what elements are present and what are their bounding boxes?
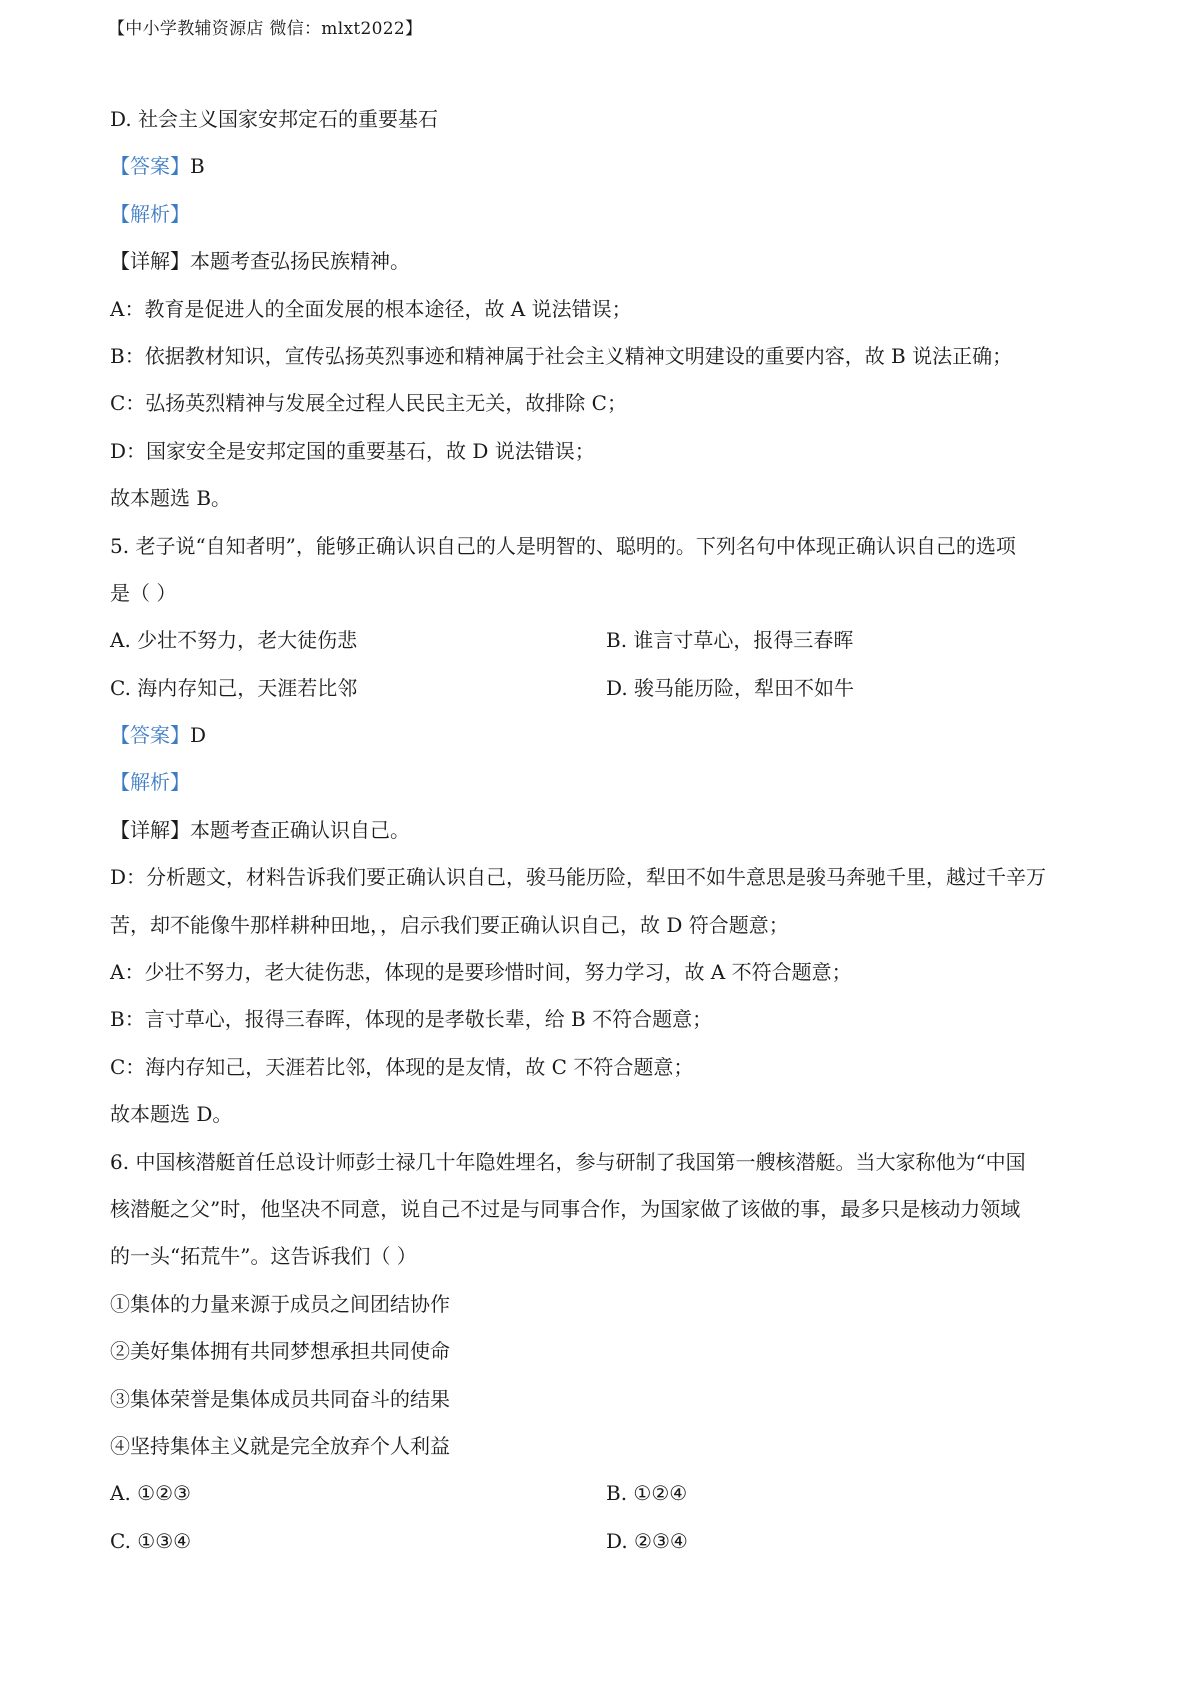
q5-detail: 【详解】本题考查正确认识自己。 [110,817,410,842]
answer-value: D [190,723,207,748]
q4-option-d: D. 社会主义国家安邦定石的重要基石 [110,107,439,131]
q4-explain-c: C：弘扬英烈精神与发展全过程人民民主无关，故排除 C； [110,391,627,416]
q6-options-row-2 [110,1518,1100,1565]
q4-answer [110,143,1100,190]
q5-explain-line-3: A：少壮不努力，老大徒伤悲，体现的是要珍惜时间，努力学习，故 A 不符合题意； [110,960,852,985]
q5-explain-line-2: 苦，却不能像牛那样耕种田地，，启示我们要正确认识自己，故 D 符合题意； [110,912,789,937]
q6-options-row-1 [110,1470,1100,1517]
q5-answer [110,712,1100,759]
document-content [110,96,1100,1565]
q5-conclusion: 故本题选 D。 [110,1102,233,1127]
q6-statement-4: ④坚持集体主义就是完全放弃个人利益 [110,1433,450,1458]
q5-option-a: A. 少壮不努力，老大徒伤悲 [110,628,358,653]
q5-option-d: D. 骏马能历险，犁田不如牛 [606,675,855,700]
answer-label: 【答案】 [110,154,190,179]
q5-stem-line-2: 是（ ） [110,580,177,605]
q5-options-row-1 [110,617,1100,664]
q5-explain-line-1: D：分析题文，材料告诉我们要正确认识自己，骏马能历险，犁田不如牛意思是骏马奔驰千里，越过千辛万 [110,865,1047,890]
q5-stem-line-1: 5. 老子说“自知者明”，能够正确认识自己的人是明智的、聪明的。下列名句中体现正确认识自己的选项 [110,533,1016,558]
q4-analysis-label: 【解析】 [110,201,190,226]
q6-statement-3: ③集体荣誉是集体成员共同奋斗的结果 [110,1386,450,1411]
q4-explain-a: A：教育是促进人的全面发展的根本途径，故 A 说法错误； [110,296,632,321]
q6-option-a: A. ①②③ [110,1481,191,1506]
q5-explain-line-4: B：言寸草心，报得三春晖，体现的是孝敬长辈，给 B 不符合题意； [110,1007,713,1032]
answer-value: B [190,154,205,179]
page-header: 【中小学教辅资源店 微信：mlxt2022】 [108,19,423,39]
q6-statement-1: ①集体的力量来源于成员之间团结协作 [110,1291,450,1316]
q6-stem-line-2: 核潜艇之父”时，他坚决不同意，说自己不过是与同事合作，为国家做了该做的事，最多只是核动力领域 [110,1196,1021,1221]
q6-option-c: C. ①③④ [110,1528,192,1553]
q6-statement-2: ②美好集体拥有共同梦想承担共同使命 [110,1339,450,1364]
q6-option-d: D. ②③④ [606,1528,688,1553]
q5-analysis-label: 【解析】 [110,770,190,795]
answer-label: 【答案】 [110,723,190,748]
q4-explain-d: D：国家安全是安邦定国的重要基石，故 D 说法错误； [110,438,595,463]
q5-options-row-2 [110,665,1100,712]
q4-conclusion: 故本题选 B。 [110,486,232,511]
q5-explain-line-5: C：海内存知己，天涯若比邻，体现的是友情，故 C 不符合题意； [110,1054,694,1079]
q5-option-c: C. 海内存知己，天涯若比邻 [110,675,358,700]
q6-option-b: B. ①②④ [606,1481,688,1506]
q6-stem-line-3: 的一头“拓荒牛”。这告诉我们（ ） [110,1244,417,1269]
q6-stem-line-1: 6. 中国核潜艇首任总设计师彭士禄几十年隐姓埋名，参与研制了我国第一艘核潜艇。当大家称他为“中国 [110,1149,1026,1174]
q4-detail: 【详解】本题考查弘扬民族精神。 [110,249,410,274]
q5-option-b: B. 谁言寸草心，报得三春晖 [606,628,854,653]
q4-explain-b: B：依据教材知识，宣传弘扬英烈事迹和精神属于社会主义精神文明建设的重要内容，故 B 说法正确； [110,343,1013,368]
